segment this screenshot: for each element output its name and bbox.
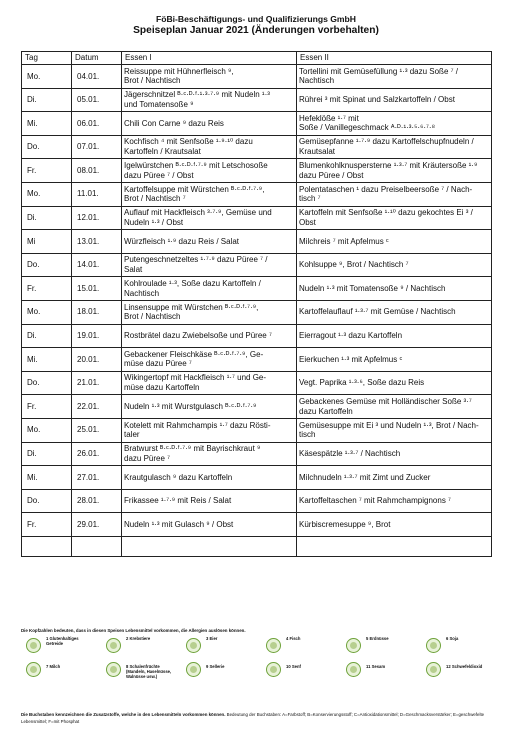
cell-essen-2 [297, 182, 492, 206]
essen-2-line: Polentataschen ¹ dazu Preiselbeersoße ⁷ / Nach- [299, 184, 473, 194]
cell-essen-2 [297, 65, 492, 89]
essen-1-line: Reissuppe mit Hühnerfleisch ⁹, [124, 66, 234, 76]
essen-2-line: Eierkuchen ¹·³ mit Apfelmus ᶜ [299, 354, 403, 364]
table-row [22, 65, 492, 89]
cell-essen-2 [297, 371, 492, 395]
cell-essen-1 [122, 489, 297, 513]
milk-icon [26, 662, 41, 677]
table-row [22, 300, 492, 324]
cell-datum: 21.01. [72, 371, 122, 395]
cell-datum: 20.01. [72, 348, 122, 372]
cell-essen-1 [122, 230, 297, 254]
cell-essen-1 [122, 65, 297, 89]
table-row [22, 182, 492, 206]
essen-1-line: dazu Püree ⁷ / Obst [124, 170, 194, 180]
table-row [22, 135, 492, 159]
cell-essen-1 [122, 513, 297, 537]
essen-2-line: Kartoffeln mit Senfsoße ¹·¹⁰ dazu gekochtes Ei ³ / [299, 208, 473, 218]
legend-item [26, 662, 102, 704]
essen-2-line: Milchreis ⁷ mit Apfelmus ᶜ [299, 236, 389, 246]
cell-tag: Fr. [22, 277, 72, 301]
essen-1-line: taler [124, 430, 140, 440]
cell-tag: Fr. [22, 159, 72, 183]
cell-empty [72, 536, 122, 556]
column-header-essen-1: Essen I [122, 52, 297, 65]
cell-datum: 18.01. [72, 300, 122, 324]
essen-2-line: Hefeklöße ¹·⁷ mit [299, 113, 359, 123]
essen-2-line: dazu Püree / Obst [299, 170, 364, 180]
cell-essen-2 [297, 112, 492, 136]
cell-empty [22, 536, 72, 556]
essen-1-line: Salat [124, 265, 143, 275]
cell-datum: 28.01. [72, 489, 122, 513]
essen-1-line: Kartoffeln / Krautsalat [124, 147, 201, 157]
cell-datum: 22.01. [72, 395, 122, 419]
essen-1-line: Kohlroulade ¹·³, Soße dazu Kartoffeln / [124, 279, 261, 289]
egg-icon [186, 638, 201, 653]
cell-datum: 25.01. [72, 418, 122, 442]
cell-tag: Do. [22, 253, 72, 277]
nut-icon [106, 662, 121, 677]
essen-1-line: Bratwurst ᴮ·ᶜ·ᴰ·ᶠ·⁷·⁹ mit Bayrischkraut ⁹ [124, 444, 261, 454]
cell-datum: 27.01. [72, 466, 122, 490]
legend-label: 10 Senf [286, 664, 301, 669]
table-row [22, 371, 492, 395]
cell-essen-2 [297, 513, 492, 537]
essen-1-line: Rostbrätel dazu Zwiebelsoße und Püree ⁷ [124, 331, 272, 341]
essen-2-line: Kartoffeltaschen ⁷ mit Rahmchampignons ⁷ [299, 496, 451, 506]
cell-datum: 19.01. [72, 324, 122, 348]
essen-1-line: Chili Con Carne ⁹ dazu Reis [124, 118, 224, 128]
essen-2-line: Milchnudeln ¹·³·⁷ mit Zimt und Zucker [299, 472, 431, 482]
cell-tag: Mi. [22, 348, 72, 372]
essen-2-line: Obst [299, 217, 316, 227]
essen-2-line: Gebackenes Gemüse mit Holländischer Soße ³·⁷ [299, 397, 472, 407]
additives-note-bold: Die Buchstaben kennzeichnen die Zusatzstoffe, welche in den Lebensmitteln vorkommen können. [21, 712, 226, 717]
essen-1-line: Nudeln ¹·³ / Obst [124, 217, 184, 227]
legend-item [346, 662, 422, 704]
essen-2-line: Vegt. Paprika ¹·³·⁶, Soße dazu Reis [299, 378, 425, 388]
legend-label: 2 Krebstiere [126, 636, 151, 641]
essen-2-line: Kürbiscremesuppe ⁹, Brot [299, 519, 391, 529]
essen-1-line: Brot / Nachtisch [124, 312, 181, 322]
cell-essen-2 [297, 395, 492, 419]
cell-essen-2 [297, 206, 492, 230]
fish-icon [266, 638, 281, 653]
cell-datum: 05.01. [72, 88, 122, 112]
legend-label: 11 Sesam [366, 664, 386, 669]
cell-datum: 11.01. [72, 182, 122, 206]
legend-label: 12 Schwefeldioxid [446, 664, 483, 669]
legend-item [106, 662, 182, 704]
cell-datum: 08.01. [72, 159, 122, 183]
cell-tag: Fr. [22, 395, 72, 419]
cell-tag: Mo. [22, 65, 72, 89]
cell-tag: Do. [22, 489, 72, 513]
essen-1-line: müse dazu Kartoffeln [124, 383, 200, 393]
table-row [22, 418, 492, 442]
cell-essen-1 [122, 206, 297, 230]
menu-table-body [22, 65, 492, 557]
legend-item [186, 662, 262, 704]
cell-essen-1 [122, 324, 297, 348]
table-row [22, 112, 492, 136]
essen-2-line: tisch [299, 430, 316, 440]
essen-2-line: Rührei ³ mit Spinat und Salzkartoffeln / Obst [299, 95, 455, 105]
essen-1-line: Brot / Nachtisch ⁷ [124, 194, 186, 204]
sesame-icon [346, 662, 361, 677]
allergen-legend [26, 634, 483, 704]
grain-icon [26, 638, 41, 653]
table-row [22, 348, 492, 372]
menu-table [21, 51, 492, 557]
legend-item [426, 662, 502, 704]
essen-1-line: Gebackener Fleischkäse ᴮ·ᶜ·ᴰ·ᶠ·⁷·⁹, Ge- [124, 349, 264, 359]
sulfur-icon [426, 662, 441, 677]
essen-2-line: Nudeln ¹·³ mit Tomatensoße ⁹ / Nachtisch [299, 283, 446, 293]
essen-2-line: Krautsalat [299, 147, 336, 157]
cell-empty [122, 536, 297, 556]
cell-essen-1 [122, 442, 297, 466]
essen-1-line: Kochfisch ⁴ mit Senfsoße ¹·⁹·¹⁰ dazu [124, 137, 253, 147]
table-row [22, 230, 492, 254]
essen-1-line: Frikassee ¹·⁷·⁹ mit Reis / Salat [124, 496, 232, 506]
legend-label: 1 Glutenhaltiges Getreide [46, 636, 79, 647]
cell-datum: 13.01. [72, 230, 122, 254]
table-header-row [22, 52, 492, 65]
peanut-icon [346, 638, 361, 653]
essen-1-line: Auflauf mit Hackfleisch ³·⁷·⁹, Gemüse und [124, 208, 272, 218]
table-row [22, 442, 492, 466]
cell-datum: 15.01. [72, 277, 122, 301]
table-row [22, 489, 492, 513]
legend-intro: Die Kopfzahlen bedeuten, dass in diesen Speisen Lebensmittel vorkommen, die Allergien auslösen können. [21, 628, 246, 633]
column-header-essen-2: Essen II [297, 52, 492, 65]
table-row [22, 277, 492, 301]
essen-2-line: Käsespätzle ¹·³·⁷ / Nachtisch [299, 449, 401, 458]
cell-essen-2 [297, 466, 492, 490]
cell-essen-2 [297, 230, 492, 254]
column-header-tag: Tag [22, 52, 72, 65]
legend-label: 9 Sellerie [206, 664, 225, 669]
soy-icon [426, 638, 441, 653]
table-row [22, 159, 492, 183]
cell-tag: Do. [22, 371, 72, 395]
column-header-datum: Datum [72, 52, 122, 65]
cell-essen-2 [297, 348, 492, 372]
table-row [22, 253, 492, 277]
cell-essen-1 [122, 418, 297, 442]
essen-1-line: Wikingertopf mit Hackfleisch ¹·⁷ und Ge- [124, 373, 267, 383]
cell-datum: 14.01. [72, 253, 122, 277]
table-row-empty [22, 536, 492, 556]
essen-2-line: Gemüsepfanne ¹·⁷·⁹ dazu Kartoffelschupfnudeln / [299, 137, 474, 147]
essen-2-line: Blumenkohlknuspersterne ¹·³·⁷ mit Kräutersoße ¹·⁹ [299, 161, 478, 171]
cell-essen-1 [122, 466, 297, 490]
legend-label: 8 Schalenfrüchte (Mandeln, Haselnüsse, Walnüsse usw.) [126, 664, 172, 680]
additives-note [21, 711, 491, 725]
legend-label: 5 Erdnüsse [366, 636, 389, 641]
page-title: Speiseplan Januar 2021 (Änderungen vorbehalten) [133, 25, 379, 36]
organization-name: FöBi-Beschäftigungs- und Qualifizierungs GmbH [155, 14, 357, 24]
legend-label: 4 Fisch [286, 636, 301, 641]
cell-datum: 12.01. [72, 206, 122, 230]
table-row [22, 88, 492, 112]
cell-essen-2 [297, 324, 492, 348]
essen-1-line: Kartoffelsuppe mit Würstchen ᴮ·ᶜ·ᴰ·ᶠ·⁷·⁹, [124, 184, 265, 194]
cell-essen-2 [297, 159, 492, 183]
essen-1-line: Krautgulasch ⁹ dazu Kartoffeln [124, 472, 233, 482]
cell-tag: Mi [22, 230, 72, 254]
essen-2-line: dazu Kartoffeln [299, 406, 353, 416]
additives-note-text: Bedeutung der Buchstaben: A=Farbstoff; B=Konservierungsstoff; C=Antioxidationsmittel; D=Geschmacksverstärker; E=geschwefelte Lebensmittel; F=mit Phosphat [21, 712, 485, 724]
essen-1-line: müse dazu Püree ⁷ [124, 359, 192, 369]
crab-icon [106, 638, 121, 653]
table-row [22, 466, 492, 490]
cell-datum: 06.01. [72, 112, 122, 136]
essen-1-line: dazu Püree ⁷ [124, 453, 171, 463]
essen-2-line: Soße / Vanillegeschmack ᴬ·ᴰ·¹·³·⁵·⁶·⁷·⁸ [299, 123, 435, 133]
essen-1-line: Kotelett mit Rahmchampis ¹·⁷ dazu Rösti- [124, 420, 271, 430]
essen-1-line: Würzfleisch ¹·⁹ dazu Reis / Salat [124, 236, 240, 246]
cell-essen-1 [122, 300, 297, 324]
legend-label: 3 Eier [206, 636, 218, 641]
cell-essen-2 [297, 418, 492, 442]
cell-tag: Di. [22, 88, 72, 112]
cell-essen-1 [122, 112, 297, 136]
cell-essen-2 [297, 300, 492, 324]
cell-essen-2 [297, 135, 492, 159]
essen-2-line: Kohlsuppe ⁹, Brot / Nachtisch ⁷ [299, 260, 409, 270]
essen-1-line: Nudeln ¹·³ mit Wurstgulasch ᴮ·ᶜ·ᴰ·ᶠ·⁷·⁹ [124, 401, 257, 411]
cell-tag: Do. [22, 135, 72, 159]
essen-2-line: Tortellini mit Gemüsefüllung ¹·³ dazu Soße ⁷ / [299, 66, 458, 76]
cell-empty [297, 536, 492, 556]
cell-essen-1 [122, 182, 297, 206]
cell-essen-1 [122, 277, 297, 301]
cell-essen-1 [122, 371, 297, 395]
cell-datum: 26.01. [72, 442, 122, 466]
cell-tag: Mo. [22, 182, 72, 206]
cell-tag: Di. [22, 324, 72, 348]
essen-1-line: Nudeln ¹·³ mit Gulasch ⁹ / Obst [124, 519, 234, 529]
legend-label: 6 Soja [446, 636, 459, 641]
essen-1-line: Linsensuppe mit Würstchen ᴮ·ᶜ·ᴰ·ᶠ·⁷·⁹, [124, 302, 259, 312]
cell-datum: 07.01. [72, 135, 122, 159]
essen-1-line: Putengeschnetzeltes ¹·⁷·⁹ dazu Püree ⁷ / [124, 255, 268, 265]
cell-tag: Mi. [22, 112, 72, 136]
cell-essen-1 [122, 348, 297, 372]
essen-1-line: Nachtisch [124, 288, 160, 298]
table-row [22, 513, 492, 537]
cell-essen-2 [297, 253, 492, 277]
cell-tag: Mo. [22, 300, 72, 324]
cell-datum: 29.01. [72, 513, 122, 537]
essen-2-line: Nachtisch [299, 76, 335, 86]
cell-essen-1 [122, 135, 297, 159]
table-row [22, 206, 492, 230]
cell-essen-2 [297, 277, 492, 301]
mustard-icon [266, 662, 281, 677]
table-row [22, 324, 492, 348]
legend-label: 7 Milch [46, 664, 61, 669]
cell-essen-1 [122, 253, 297, 277]
essen-2-line: Kartoffelauflauf ¹·³·⁷ mit Gemüse / Nachtisch [299, 307, 456, 317]
cell-essen-2 [297, 88, 492, 112]
essen-1-line: Igelwürstchen ᴮ·ᶜ·ᴰ·ᶠ·⁷·⁹ mit Letschosoße [124, 161, 268, 171]
essen-2-line: tisch ⁷ [299, 194, 321, 204]
cell-essen-2 [297, 442, 492, 466]
cell-tag: Mo. [22, 418, 72, 442]
celery-icon [186, 662, 201, 677]
cell-essen-1 [122, 159, 297, 183]
cell-essen-2 [297, 489, 492, 513]
cell-essen-1 [122, 395, 297, 419]
cell-tag: Fr. [22, 513, 72, 537]
cell-datum: 04.01. [72, 65, 122, 89]
essen-2-line: Eierragout ¹·³ dazu Kartoffeln [299, 331, 403, 341]
essen-2-line: Gemüsesuppe mit Ei ³ und Nudeln ¹·³, Brot / Nach- [299, 420, 479, 430]
cell-essen-1 [122, 88, 297, 112]
cell-tag: Di. [22, 442, 72, 466]
essen-1-line: und Tomatensoße ⁹ [124, 99, 194, 109]
cell-tag: Mi. [22, 466, 72, 490]
cell-tag: Di. [22, 206, 72, 230]
legend-item [266, 662, 342, 704]
table-row [22, 395, 492, 419]
essen-1-line: Brot / Nachtisch [124, 76, 181, 86]
essen-1-line: Jägerschnitzel ᴮ·ᶜ·ᴰ·ᶠ·¹·³·⁷·⁹ mit Nudeln ¹·³ [124, 90, 270, 100]
